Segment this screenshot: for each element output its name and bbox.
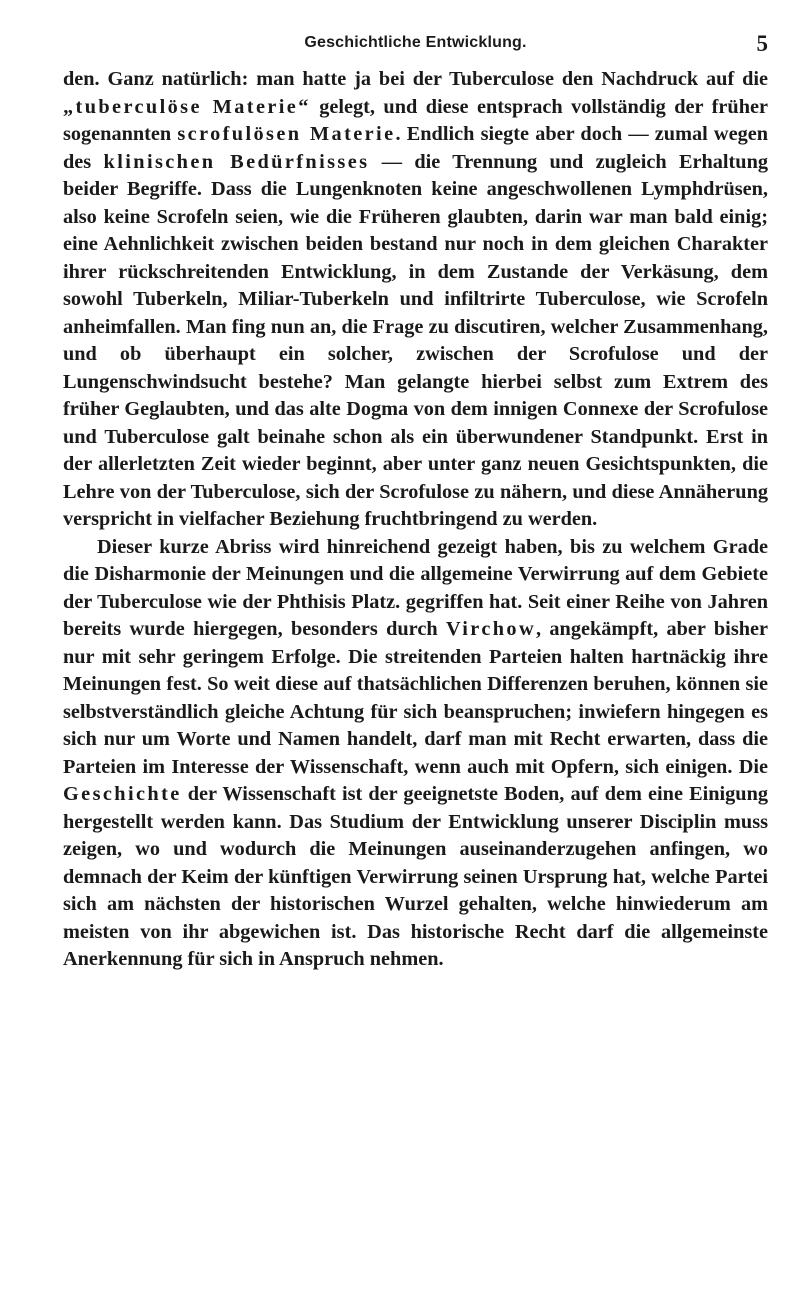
emphasis-tuberculoese-materie: „tuberculöse Materie“ <box>63 95 311 118</box>
emphasis-virchow: Virchow <box>445 618 536 640</box>
paragraph-2-text-3: der Wissenschaft ist der geeignetste Boden, auf dem eine Einigung hergestellt werden kann. Das Studium der Entwicklung unserer Disciplin muss zeigen, wo und wodurch die Meinungen auseinanderzugehen anfingen, wo demnach der Keim der künftigen Verwirrung seinen Ursprung hat, welche Partei sich am nächsten der historischen Wurzel gehalten, welche hinwiederum am meisten von ihr abgewichen ist. Das historische Recht darf die allgemeinste Anerkennung für sich in Anspruch nehmen. <box>63 783 768 970</box>
paragraph-2 <box>63 534 768 974</box>
page-header <box>63 26 768 66</box>
paragraph-1 <box>63 66 768 534</box>
paragraph-1-text-4: — die Trennung und zugleich Erhaltung beider Begriffe. Dass die Lungenknoten keine angeschwollenen Lymphdrüsen, also keine Scrofeln seien, wie die Früheren glaubten, darin war man bald einig; eine Aehnlichkeit zwischen beiden bestand nur noch in dem gleichen Charakter ihrer rückschreitenden Entwicklung, in dem Zustande der Verkäsung, dem sowohl Tuberkeln, Miliar-Tuberkeln und infiltrirte Tuberculose, wie Scrofeln anheimfallen. Man fing nun an, die Frage zu discutiren, welcher Zusammenhang, und ob überhaupt ein solcher, zwischen der Scrofulose und der Lungenschwindsucht bestehe? Man gelangte hierbei selbst zum Extrem des früher Geglaubten, und das alte Dogma von dem innigen Connexe der Scrofulose und Tuberculose galt beinahe schon als ein überwundener Standpunkt. Erst in der allerletzten Zeit wieder beginnt, aber unter ganz neuen Gesichtspunkten, die Lehre von der Tuberculose, sich der Scrofulose zu nähern, und diese Annäherung verspricht in vielfacher Beziehung fruchtbringend zu werden. <box>63 150 768 530</box>
paragraph-1-text-3: . Endlich siegte aber doch — zumal wegen des <box>63 123 768 173</box>
body-text <box>63 66 768 974</box>
paragraph-2-text-2: , angekämpft, aber bisher nur mit sehr geringem Erfolge. Die streitenden Parteien halten hartnäckig ihre Meinungen fest. So weit diese auf thatsächlichen Differenzen beruhen, können sie selbstverständlich gleiche Achtung für sich beanspruchen; inwiefern hingegen es sich nur um Worte und Namen handelt, darf man mit Recht erwarten, dass die Parteien im Interesse der Wissenschaft, wenn auch mit Opfern, sich einigen. Die <box>63 618 768 778</box>
emphasis-scrofuloesen-materie: scrofulösen Materie <box>177 123 396 145</box>
paragraph-2-text-1: Dieser kurze Abriss wird hinreichend gezeigt haben, bis zu welchem Grade die Disharmonie der Meinungen und die allgemeine Verwirrung auf dem Gebiete der Tuberculose wie der Phthisis Platz. gegriffen hat. Seit einer Reihe von Jahren bereits wurde hiergegen, besonders durch <box>63 535 768 640</box>
book-page <box>63 26 768 974</box>
emphasis-geschichte: Geschichte <box>63 783 182 805</box>
paragraph-1-text-1: den. Ganz natürlich: man hatte ja bei der Tuberculose den Nachdruck auf die <box>63 68 768 90</box>
paragraph-1-text-2: gelegt, und diese entsprach vollständig der früher sogenannten <box>63 95 768 145</box>
running-head: Geschichtliche Entwicklung. <box>304 34 527 51</box>
emphasis-klinischen-beduerfnisses: klinischen Bedürfnisses <box>103 150 370 173</box>
page-number: 5 <box>756 31 768 56</box>
